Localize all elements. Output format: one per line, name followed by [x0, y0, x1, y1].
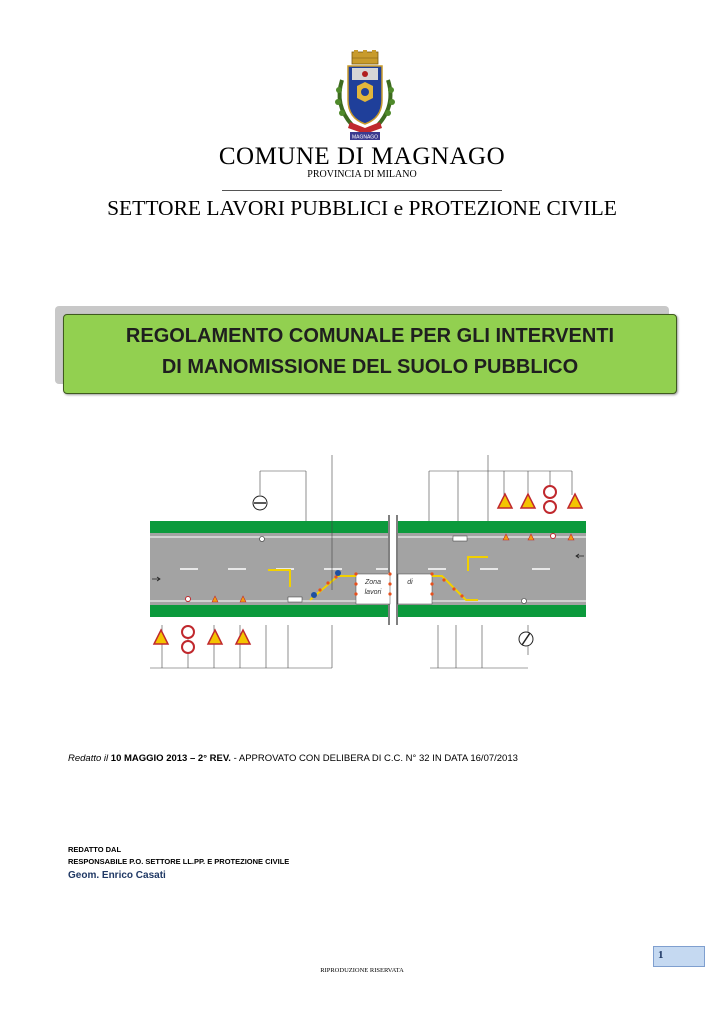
revision-date: 10 MAGGIO 2013 – 2° REV.	[110, 753, 231, 764]
redatto-il-label: Redatto il	[68, 753, 109, 764]
header-divider	[222, 190, 502, 191]
zone-label-1: Zona	[365, 579, 381, 586]
redatto-dal-label: REDATTO DAL	[68, 845, 122, 854]
province-name: PROVINCIA DI MILANO	[307, 169, 417, 180]
footer-note: RIPRODUZIONE RISERVATA	[320, 967, 404, 974]
department-name: SETTORE LAVORI PUBBLICI e PROTEZIONE CIVILE	[107, 196, 617, 220]
svg-text:MAGNAGO: MAGNAGO	[351, 134, 379, 141]
revision-line	[68, 753, 518, 764]
page-number: 1	[658, 949, 664, 961]
approval-note: - APPROVATO CON DELIBERA DI C.C. N° 32 IN DATA 16/07/2013	[233, 753, 518, 764]
zone-label-2: lavori	[364, 589, 382, 596]
roadworks-signage-diagram	[148, 450, 588, 675]
author-name: Geom. Enrico Casati	[68, 870, 166, 881]
zone-label-3: di	[407, 579, 413, 586]
document-title-line2: DI MANOMISSIONE DEL SUOLO PUBBLICO	[161, 356, 579, 378]
municipal-crest-logo	[330, 50, 400, 142]
responsible-office: RESPONSABILE P.O. SETTORE LL.PP. E PROTEZIONE CIVILE	[68, 857, 290, 866]
document-title-line1: REGOLAMENTO COMUNALE PER GLI INTERVENTI	[125, 325, 615, 347]
municipality-name: COMUNE DI MAGNAGO	[218, 143, 506, 170]
